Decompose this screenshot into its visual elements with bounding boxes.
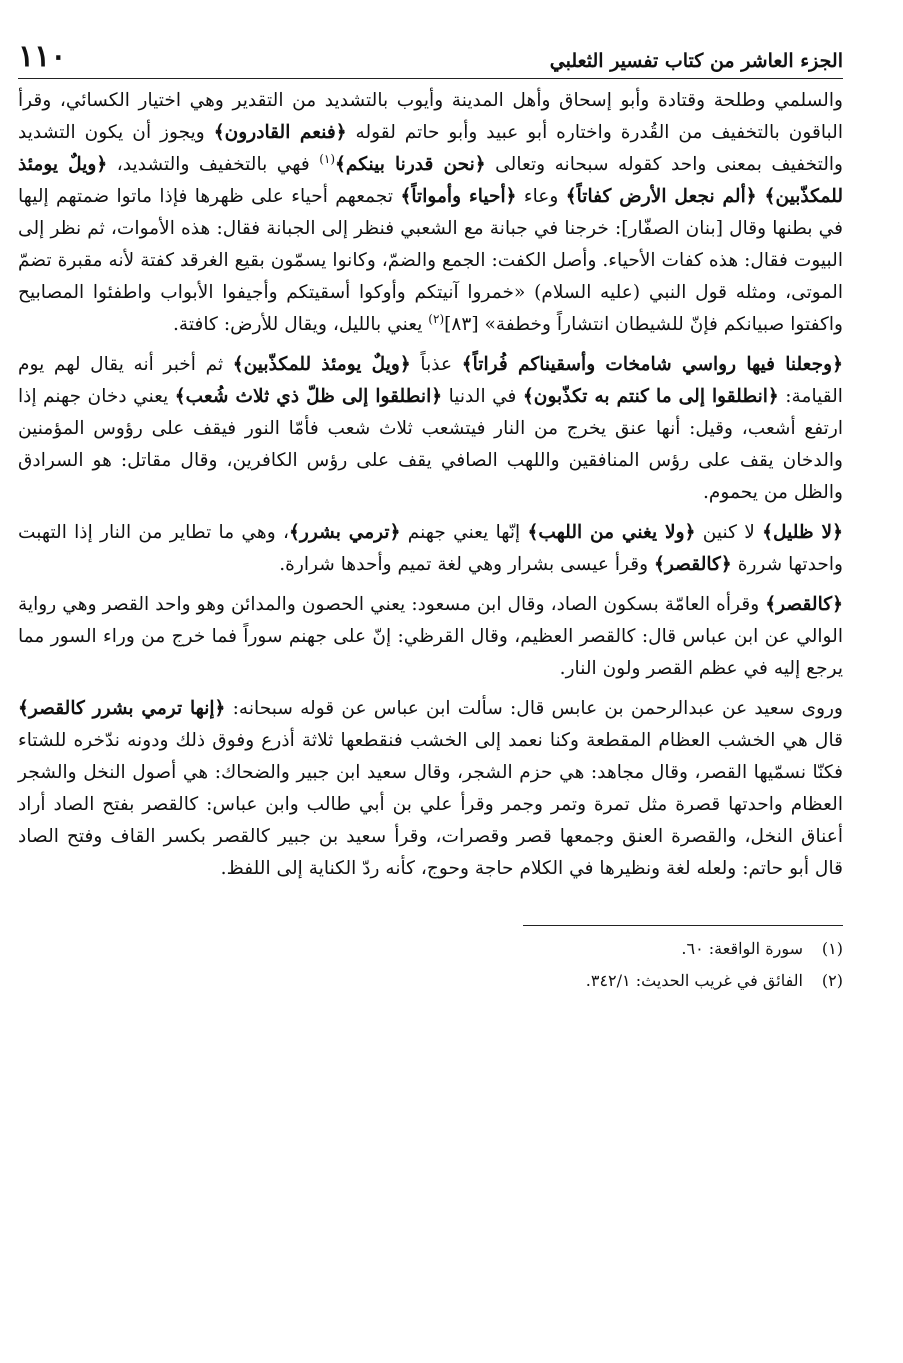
footnote-divider [523,925,843,926]
quran-quote: ﴿كالقصر﴾ [654,554,732,575]
text-run: وقرأه العامّة بسكون الصاد، وقال ابن مسعود: يعني الحصون والمدائن وهو واحد القصر وهي رواية الوالي عن ابن عباس قال: كالقصر العظيم، وقال القرظي: إنّ على جهنم سوراً فما خرج من وراء السور مما يرجع إليه في عظم القصر ولون النار. [18,594,843,679]
main-text [18,85,843,885]
paragraph [18,693,843,885]
text-run: فهي بالتخفيف والتشديد، [107,154,320,175]
text-run: ، وهي ما تطاير من النار إذا التهبت واحدتها شررة [18,522,843,575]
text-run: ويجوز أن يكون التشديد والتخفيف بمعنى واحد كقوله سبحانه وتعالى [18,122,844,175]
text-run: تجمعهم أحياء على ظهرها فإذا ماتوا ضمتهم إليها في بطنها وقال [بنان الصفّار]: خرجنا في جبانة مع الشعبي فنظر إلى الجبانة فقال: هذه الأموات، ثم نظر إلى البيوت فقال: هذه كفات الأحياء. وأصل الكفت: الجمع والضمّ، وكانوا يسمّون بقيع الغرقد كفتة لأنه مقبرة تضمّ الموتى، ومثله قول النبي (عليه السلام) «خمروا آنيتكم وأوكوا أسقيتكم وأجيفوا الأبواب واطفئوا المصابيح واكفتوا صبيانكم فإنّ للشيطان انتشاراً وخطفة» [٨٣] [18,186,843,335]
paragraph [18,589,843,685]
quran-quote: ﴿أحياء وأمواتاً﴾ [400,186,517,207]
text-run: يعني بالليل، ويقال للأرض: كافتة. [173,314,429,335]
text-run: يعني دخان جهنم إذا ارتفع أشعب، وقيل: أنها عنق يخرج من النار فيتشعب ثلاث شعب فأمّا النور فيقف على رؤوس المؤمنين والدخان يقف على رؤس المنافقين واللهب الصافي يقف على رؤس الكافرين، وقال مقاتل: هو السرادق والظل من يحموم. [18,386,843,503]
quran-quote: ﴿ولا يغني من اللهب﴾ [527,522,696,543]
quran-quote: ﴿إنها ترمي بشرر كالقصر﴾ [18,698,226,719]
text-run: والسلمي وطلحة وقتادة وأبو إسحاق وأهل المدينة وأيوب بالتشديد من التقدير وهي اختيار الكسائي، وقرأ الباقون بالتخفيف من القُدرة واختاره أبو عبيد وأبو حاتم لقوله [18,90,843,143]
footnote-text: الفائق في غريب الحديث: ٣٤٢/١. [585,971,803,990]
page-number: ١١٠ [18,39,67,74]
text-run: في الدنيا [442,386,523,407]
footnote-number: (١) [821,939,843,958]
footnote [18,936,843,962]
footnote-ref[interactable]: (٢) [428,311,445,326]
page-header [18,30,843,79]
quran-quote: ﴿وجعلنا فيها رواسي شامخات وأسقيناكم فُراتاً﴾ [461,354,844,375]
text-run: لا كنين [695,522,763,543]
quran-quote: ﴿ويلٌ يومئذ للمكذّبين﴾ [232,354,411,375]
paragraph [18,517,843,581]
text-run: وروى سعيد عن عبدالرحمن بن عابس قال: سألت ابن عباس عن قوله سبحانه: [225,698,843,719]
quran-quote: ﴿فنعم القادرون﴾ [213,122,347,143]
footnote-ref[interactable]: (١) [319,151,336,166]
text-run: إنّها يعني جهنم [400,522,528,543]
footnote-text: سورة الواقعة: ٦٠. [681,939,803,958]
footnote [18,968,843,994]
quran-quote: ﴿كالقصر﴾ [765,594,843,615]
text-run: قال هي الخشب العظام المقطعة وكنا نعمد إلى الخشب فنقطعها ثلاثة أذرع وفوق ذلك ودونه ندّخره للشتاء فكنّا نسمّيها القصر، وقال مجاهد: هي حزم الشجر، وقال سعيد ابن جبير والضحاك: هي أصول النخل والشجر العظام واحدتها قصرة مثل تمرة وتمر وجمر وقرأ علي بن أبي طالب وابن عباس: كالقصر بفتح الصاد أراد أعناق النخل، والقصرة العنق وجمعها قصر وقصرات، وقرأ سعيد بن جبير كالقصر بكسر القاف وفتح الصاد قال أبو حاتم: ولعله لغة ونظيرها في الكلام حاجة وحوج، كأنه ردّ الكناية إلى اللفظ. [18,730,843,879]
text-run: ثم أخبر أنه يقال لهم يوم القيامة: [18,354,843,407]
quran-quote: ﴿نحن قدرنا بينكم﴾ [335,154,486,175]
quran-quote: ﴿انطلقوا إلى ما كنتم به تكذّبون﴾ [522,386,779,407]
running-title: الجزء العاشر من كتاب تفسير الثعلبي [549,50,843,72]
quran-quote: ﴿انطلقوا إلى ظلّ ذي ثلاث شُعب﴾ [174,386,443,407]
quran-quote: ﴿ويلٌ يومئذ للمكذّبين﴾ ﴿ألم نجعل الأرض كفاتاً﴾ [18,154,843,207]
text-run: وقرأ عيسى بشرار وهي لغة تميم وأحدها شرارة. [279,554,655,575]
footnote-number: (٢) [821,971,843,990]
paragraph [18,85,843,341]
paragraph [18,349,843,509]
quran-quote: ﴿لا ظليل﴾ [762,522,843,543]
footnotes [18,936,843,994]
quran-quote: ﴿ترمي بشرر﴾ [288,522,401,543]
text-run: عذباً [410,354,462,375]
text-run: وعاء [516,186,566,207]
